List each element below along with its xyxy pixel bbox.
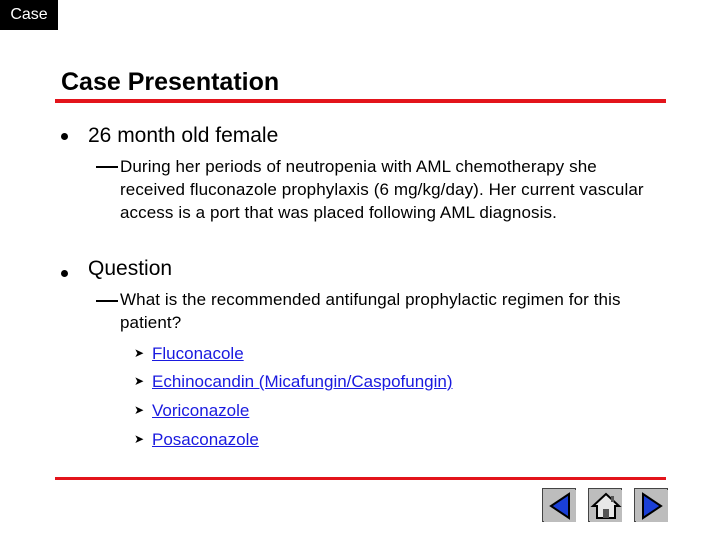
title-rule: [55, 99, 666, 103]
option-link[interactable]: Echinocandin (Micafungin/Caspofungin): [152, 372, 453, 391]
option-link[interactable]: Voriconazole: [152, 401, 250, 420]
bullet-2-sub: What is the recommended antifungal prophylactic regimen for this patient?: [120, 290, 621, 332]
back-icon: [543, 489, 577, 523]
arrow-bullet-icon: ➤: [134, 432, 145, 446]
arrow-bullet-icon: ➤: [134, 403, 145, 417]
home-button[interactable]: [588, 488, 622, 522]
slide-title: Case Presentation: [61, 68, 280, 96]
case-tag: Case: [0, 0, 58, 30]
bullet-dot: [61, 133, 68, 140]
bullet-2-text: Question: [88, 257, 173, 280]
arrow-bullet-icon: ➤: [134, 346, 145, 360]
option-link[interactable]: Fluconacole: [152, 344, 244, 363]
bullet-dot: [61, 270, 68, 277]
footer-rule: [55, 477, 666, 480]
sub-dash: [96, 300, 118, 302]
back-button[interactable]: [542, 488, 576, 522]
arrow-bullet-icon: ➤: [134, 374, 145, 388]
forward-button[interactable]: [634, 488, 668, 522]
bullet-1-sub: During her periods of neutropenia with AML chemotherapy she received fluconazole prophylaxis (6 mg/kg/day). Her current vascular access is a port that was placed following AML diagnosis.: [120, 157, 644, 222]
option-link[interactable]: Posaconazole: [152, 430, 259, 449]
bullet-1-text: 26 month old female: [88, 124, 279, 147]
home-icon: [589, 489, 623, 523]
sub-dash: [96, 166, 118, 168]
forward-icon: [635, 489, 669, 523]
